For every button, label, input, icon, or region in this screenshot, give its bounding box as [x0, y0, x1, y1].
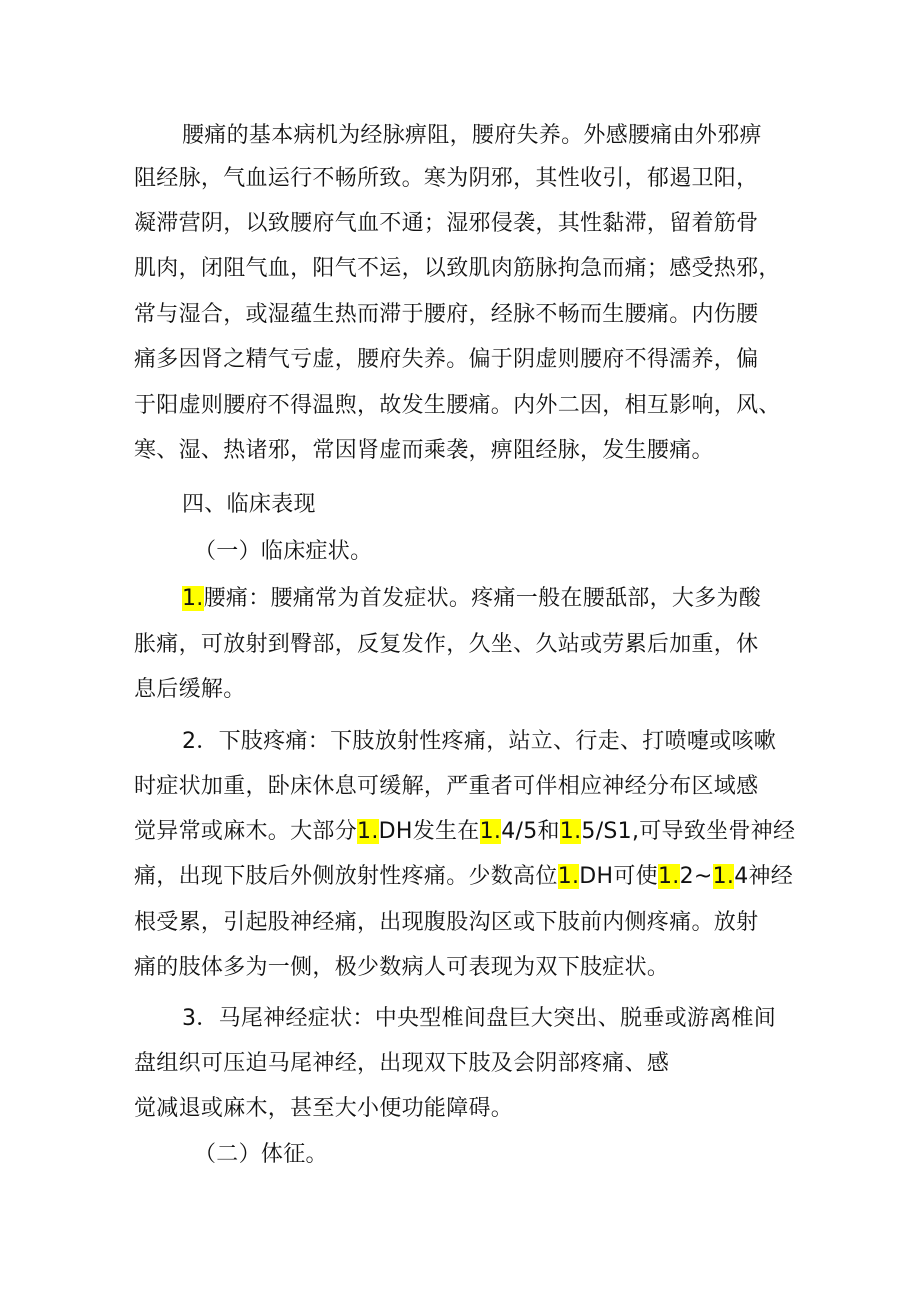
text-run: 4/5和	[501, 819, 560, 844]
list-item-line: 胀痛，可放射到臀部，反复发作，久坐、久站或劳累后加重，休	[134, 632, 759, 657]
list-item-line	[134, 862, 793, 892]
text-run: DH可使	[579, 864, 658, 889]
subsection-heading: （一）临床症状。	[194, 539, 373, 564]
text-run: 4神经	[734, 864, 794, 889]
text-run: 痛，出现下肢后外侧放射性疼痛。少数高位	[134, 864, 558, 889]
paragraph-line: 寒、湿、热诸邪，常因肾虚而乘袭，痹阻经脉，发生腰痛。	[134, 438, 714, 463]
highlight-mark: 1.	[559, 819, 582, 844]
list-item-line: 盘组织可压迫马尾神经，出现双下肢及会阴部疼痛、感	[134, 1051, 670, 1076]
paragraph-line: 阻经脉，气血运行不畅所致。寒为阴邪，其性收引，郁遏卫阳，	[134, 166, 759, 191]
text-run: 5/S1,可导致坐骨神经	[581, 819, 796, 844]
list-item-line: 时症状加重，卧床休息可缓解，严重者可伴相应神经分布区域感	[134, 774, 759, 799]
text-run: DH发生在	[378, 819, 480, 844]
highlight-mark: 1.	[657, 864, 680, 889]
list-item-line	[134, 817, 795, 847]
list-item-line	[182, 584, 761, 614]
paragraph-line: 凝滞营阴，以致腰府气血不通；湿邪侵袭，其性黏滞，留着筋骨	[134, 211, 759, 236]
list-item-line: 2．下肢疼痛：下肢放射性疼痛，站立、行走、打喷嚏或咳嗽	[182, 729, 777, 754]
section-heading: 四、临床表现	[182, 492, 316, 517]
subsection-heading: （二）体征。	[194, 1142, 328, 1167]
list-item-line: 根受累，引起股神经痛，出现腹股沟区或下肢前内侧疼痛。放射	[134, 910, 759, 935]
text-run: 2~	[679, 864, 713, 889]
list-item-line: 痛的肢体多为一侧，极少数病人可表现为双下肢症状。	[134, 955, 670, 980]
list-item-line: 息后缓解。	[134, 677, 246, 702]
paragraph-line: 肌肉，闭阻气血，阳气不运，以致肌肉筋脉拘急而痛；感受热邪，	[134, 256, 781, 281]
highlight-mark: 1.	[182, 586, 204, 611]
highlight-mark: 1.	[712, 864, 735, 889]
highlight-mark: 1.	[357, 819, 379, 844]
list-item-line: 觉减退或麻木，甚至大小便功能障碍。	[134, 1096, 514, 1121]
highlight-mark: 1.	[479, 819, 502, 844]
paragraph-line: 腰痛的基本病机为经脉痹阻，腰府失养。外感腰痛由外邪痹	[182, 123, 762, 148]
text-run: 腰痛：腰痛常为首发症状。疼痛一般在腰舐部，大多为酸	[203, 586, 762, 611]
paragraph-line: 常与湿合，或湿蕴生热而滞于腰府，经脉不畅而生腰痛。内伤腰	[134, 302, 759, 327]
paragraph-line: 于阳虚则腰府不得温煦，故发生腰痛。内外二因，相互影响，风、	[134, 393, 781, 418]
text-run: 觉异常或麻木。大部分	[134, 819, 358, 844]
paragraph-line: 痛多因肾之精气亏虚，腰府失养。偏于阴虚则腰府不得濡养，偏	[134, 347, 759, 372]
highlight-mark: 1.	[557, 864, 580, 889]
list-item-line: 3．马尾神经症状：中央型椎间盘巨大突出、脱垂或游离椎间	[182, 1006, 777, 1031]
